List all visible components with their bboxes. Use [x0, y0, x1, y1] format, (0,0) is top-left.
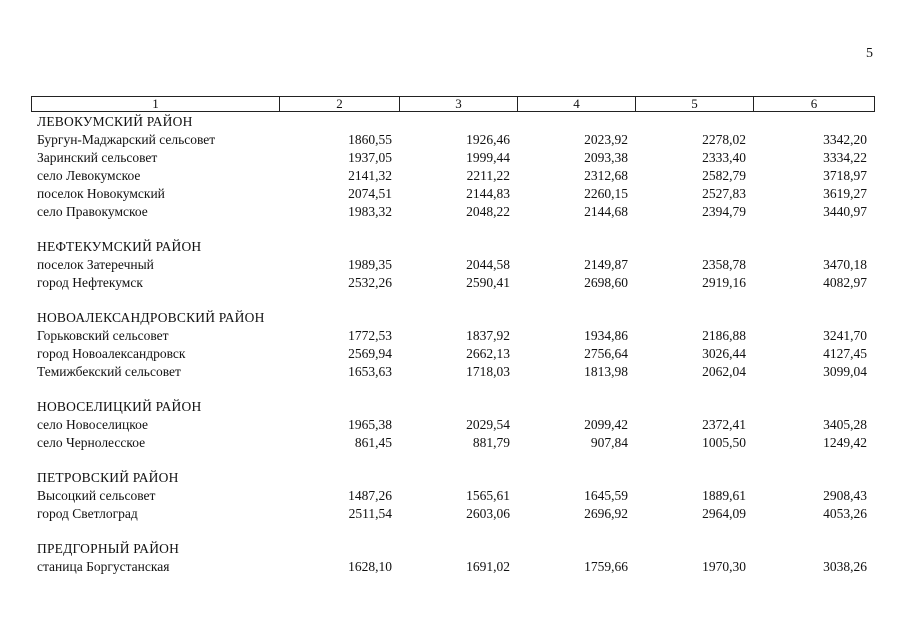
- value-cell-col-2: 1983,32: [348, 204, 392, 219]
- value-cell-col-3: 2048,22: [466, 204, 510, 219]
- district-section: [31, 113, 875, 221]
- value-cell-col-4: 1645,59: [584, 488, 628, 503]
- column-header-3: 3: [399, 97, 517, 111]
- value-cell-col-4: 907,84: [590, 435, 628, 450]
- value-cell-col-5: 2333,40: [702, 150, 746, 165]
- value-cell-col-4: 2312,68: [584, 168, 628, 183]
- district-section: [31, 469, 875, 523]
- value-cell-col-6: 3342,20: [823, 132, 867, 147]
- table-row: [31, 167, 875, 185]
- page-number: 5: [866, 46, 873, 61]
- value-cell-col-5: 2186,88: [702, 328, 746, 343]
- value-cell-col-4: 2149,87: [584, 257, 628, 272]
- settlement-name: поселок Новокумский: [37, 186, 165, 201]
- value-cell-col-3: 2044,58: [466, 257, 510, 272]
- table-row: [31, 149, 875, 167]
- settlement-name: Горьковский сельсовет: [37, 328, 169, 343]
- value-cell-col-5: 2919,16: [702, 275, 746, 290]
- value-cell-col-5: 2964,09: [702, 506, 746, 521]
- value-cell-col-6: 3334,22: [823, 150, 867, 165]
- value-cell-col-4: 2023,92: [584, 132, 628, 147]
- column-header-5: 5: [635, 97, 753, 111]
- value-cell-col-2: 1653,63: [348, 364, 392, 379]
- value-cell-col-3: 2029,54: [466, 417, 510, 432]
- table-row: [31, 256, 875, 274]
- value-cell-col-2: 1937,05: [348, 150, 392, 165]
- settlement-name: село Правокумское: [37, 204, 148, 219]
- table-row: [31, 416, 875, 434]
- district-section: [31, 540, 875, 576]
- value-cell-col-5: 3026,44: [702, 346, 746, 361]
- table-row: [31, 327, 875, 345]
- table-row: [31, 505, 875, 523]
- settlement-name: село Чернолесское: [37, 435, 146, 450]
- value-cell-col-6: 4082,97: [823, 275, 867, 290]
- value-cell-col-2: 1860,55: [348, 132, 392, 147]
- district-title: ПРЕДГОРНЫЙ РАЙОН: [37, 541, 180, 556]
- district-title: НОВОСЕЛИЦКИЙ РАЙОН: [37, 399, 202, 414]
- value-cell-col-3: 2144,83: [466, 186, 510, 201]
- value-cell-col-5: 2527,83: [702, 186, 746, 201]
- value-cell-col-3: 1926,46: [466, 132, 510, 147]
- value-cell-col-4: 2696,92: [584, 506, 628, 521]
- value-cell-col-6: 3405,28: [823, 417, 867, 432]
- value-cell-col-2: 2532,26: [348, 275, 392, 290]
- column-header-2: 2: [279, 97, 399, 111]
- settlement-name: Высоцкий сельсовет: [37, 488, 156, 503]
- value-cell-col-6: 3099,04: [823, 364, 867, 379]
- value-cell-col-3: 1691,02: [466, 559, 510, 574]
- column-header-4: 4: [517, 97, 635, 111]
- district-section: [31, 309, 875, 381]
- value-cell-col-5: 2394,79: [702, 204, 746, 219]
- settlement-name: город Нефтекумск: [37, 275, 143, 290]
- value-cell-col-2: 2569,94: [348, 346, 392, 361]
- settlement-name: город Светлоград: [37, 506, 138, 521]
- value-cell-col-3: 2603,06: [466, 506, 510, 521]
- table-row: [31, 131, 875, 149]
- data-table: [31, 113, 875, 576]
- column-header-1: 1: [152, 96, 159, 111]
- value-cell-col-6: 3038,26: [823, 559, 867, 574]
- value-cell-col-4: 1759,66: [584, 559, 628, 574]
- district-title: ПЕТРОВСКИЙ РАЙОН: [37, 470, 179, 485]
- table-row: [31, 274, 875, 292]
- value-cell-col-5: 2372,41: [702, 417, 746, 432]
- value-cell-col-5: 2358,78: [702, 257, 746, 272]
- table-row: [31, 185, 875, 203]
- value-cell-col-6: 4127,45: [823, 346, 867, 361]
- settlement-name: Темижбекский сельсовет: [37, 364, 181, 379]
- value-cell-col-5: 2582,79: [702, 168, 746, 183]
- district-title: НОВОАЛЕКСАНДРОВСКИЙ РАЙОН: [37, 310, 265, 325]
- value-cell-col-3: 2211,22: [466, 168, 510, 183]
- settlement-name: станица Боргустанская: [37, 559, 170, 574]
- settlement-name: село Левокумское: [37, 168, 141, 183]
- value-cell-col-3: 1718,03: [466, 364, 510, 379]
- value-cell-col-6: 3241,70: [823, 328, 867, 343]
- value-cell-col-4: 2698,60: [584, 275, 628, 290]
- value-cell-col-6: 3619,27: [823, 186, 867, 201]
- value-cell-col-2: 1989,35: [348, 257, 392, 272]
- value-cell-col-4: 2093,38: [584, 150, 628, 165]
- value-cell-col-6: 3718,97: [823, 168, 867, 183]
- settlement-name: поселок Затеречный: [37, 257, 154, 272]
- settlement-name: Бургун-Маджарский сельсовет: [37, 132, 216, 147]
- value-cell-col-4: 2099,42: [584, 417, 628, 432]
- value-cell-col-3: 2590,41: [466, 275, 510, 290]
- value-cell-col-5: 2278,02: [702, 132, 746, 147]
- value-cell-col-4: 2756,64: [584, 346, 628, 361]
- value-cell-col-5: 2062,04: [702, 364, 746, 379]
- column-header-6: 6: [753, 97, 874, 111]
- table-row: [31, 363, 875, 381]
- value-cell-col-6: 2908,43: [823, 488, 867, 503]
- value-cell-col-6: 3470,18: [823, 257, 867, 272]
- value-cell-col-2: 1965,38: [348, 417, 392, 432]
- table-row: [31, 203, 875, 221]
- value-cell-col-4: 2260,15: [584, 186, 628, 201]
- district-title: НЕФТЕКУМСКИЙ РАЙОН: [37, 239, 202, 254]
- value-cell-col-6: 4053,26: [823, 506, 867, 521]
- value-cell-col-5: 1889,61: [702, 488, 746, 503]
- value-cell-col-6: 1249,42: [823, 435, 867, 450]
- value-cell-col-2: 1487,26: [348, 488, 392, 503]
- district-section: [31, 238, 875, 292]
- district-section: [31, 398, 875, 452]
- table-row: [31, 558, 875, 576]
- table-row: [31, 345, 875, 363]
- district-title: ЛЕВОКУМСКИЙ РАЙОН: [37, 114, 193, 129]
- settlement-name: город Новоалександровск: [37, 346, 186, 361]
- value-cell-col-4: 1934,86: [584, 328, 628, 343]
- table-row: [31, 434, 875, 452]
- value-cell-col-2: 2511,54: [348, 506, 392, 521]
- value-cell-col-5: 1005,50: [702, 435, 746, 450]
- value-cell-col-3: 1837,92: [466, 328, 510, 343]
- value-cell-col-2: 1772,53: [348, 328, 392, 343]
- settlement-name: Заринский сельсовет: [37, 150, 158, 165]
- value-cell-col-2: 861,45: [354, 435, 392, 450]
- value-cell-col-3: 1565,61: [466, 488, 510, 503]
- value-cell-col-2: 2074,51: [348, 186, 392, 201]
- column-header-row: [31, 96, 875, 112]
- value-cell-col-4: 1813,98: [584, 364, 628, 379]
- value-cell-col-6: 3440,97: [823, 204, 867, 219]
- value-cell-col-5: 1970,30: [702, 559, 746, 574]
- value-cell-col-3: 1999,44: [466, 150, 510, 165]
- value-cell-col-3: 881,79: [472, 435, 510, 450]
- value-cell-col-2: 2141,32: [348, 168, 392, 183]
- value-cell-col-4: 2144,68: [584, 204, 628, 219]
- value-cell-col-2: 1628,10: [348, 559, 392, 574]
- table-row: [31, 487, 875, 505]
- settlement-name: село Новоселицкое: [37, 417, 148, 432]
- value-cell-col-3: 2662,13: [466, 346, 510, 361]
